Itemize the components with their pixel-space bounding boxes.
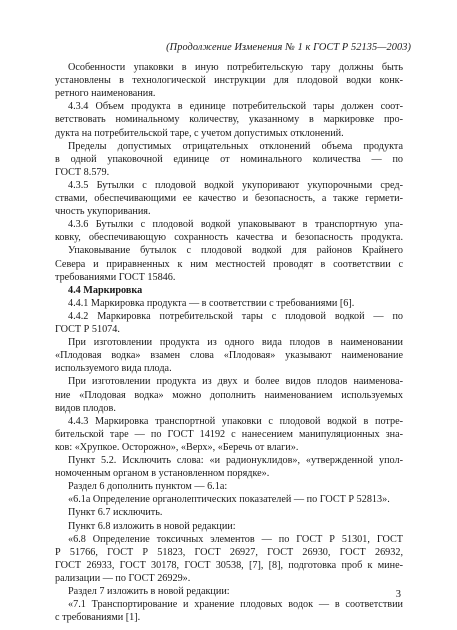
text-line: требованиями ГОСТ 15846.	[55, 271, 176, 283]
text-line: Пределы допустимых отрицательных отклонений объема продукта	[68, 140, 403, 152]
text-line: ковку, обеспечивающую сохранность качества и безопасность продукта.	[55, 232, 403, 244]
text-line: При изготовлении продукта из одного вида плодов в наименовании	[68, 337, 403, 349]
text-line: в одной упаковочной единице от номинального количества — по	[55, 153, 403, 165]
text-line: Раздел 6 дополнить пунктом — 6.1а:	[68, 481, 228, 493]
text-line: ГОСТ 26933, ГОСТ 30178, ГОСТ 30538, [7], [8], подготовка проб к мине-	[55, 559, 403, 571]
text-line: Пункт 5.2. Исключить слова: «и радионуклидов», «утвержденной упол-	[68, 455, 403, 466]
text-line: При изготовлении продукта из двух и более видов плодов наименова-	[68, 376, 403, 388]
text-line: номоченным органом в установленном порядке».	[55, 468, 270, 480]
text-line: «6.1а Определение органолептических показателей — по ГОСТ Р 52813».	[68, 494, 390, 506]
text-line: ГОСТ 8.579.	[55, 166, 110, 178]
text-line: 4.3.6 Бутылки с плодовой водкой упаковывают в транспортную упа-	[68, 219, 403, 231]
text-line: ков: «Хрупкое. Осторожно», «Верх», «Беречь от влаги».	[55, 441, 299, 453]
text-line: ние «Плодовая водка» можно дополнить наименованием используемых	[55, 389, 403, 401]
text-line: рализации — по ГОСТ 26929».	[55, 572, 191, 584]
text-line: установлены в технологической инструкции для плодовой водки конк-	[55, 75, 403, 87]
text-line: Севера и приравненных к ним местностей проводят в соответствии с	[55, 258, 403, 270]
text-line: «Плодовая водка» взамен слова «Плодовая» указывают наименование	[55, 350, 403, 362]
text-line: «6.8 Определение токсичных элементов — по ГОСТ Р 51301, ГОСТ	[68, 533, 403, 545]
text-line: с требованиями [1].	[55, 612, 141, 624]
text-line: чность укупоривания.	[55, 206, 151, 218]
text-line: видов плодов.	[55, 402, 116, 414]
text-line: Особенности упаковки в иную потребительскую тару должны быть	[68, 62, 403, 73]
text-line: 4.4.1 Маркировка продукта — в соответствии с требованиями [6].	[68, 297, 355, 309]
text-line: Упаковывание бутылок с плодовой водкой для районов Крайнего	[68, 245, 403, 257]
text-line: 4.3.5 Бутылки с плодовой водкой укупоривают укупорочными сред-	[68, 179, 403, 191]
page-number: 3	[395, 589, 401, 600]
text-line: ретного наименования.	[55, 88, 156, 100]
page-header: (Продолжение Изменения № 1 к ГОСТ Р 52135—2003)	[166, 42, 411, 53]
text-line: Р 51766, ГОСТ Р 51823, ГОСТ 26927, ГОСТ 26930, ГОСТ 26932,	[55, 546, 403, 558]
text-line: бительской таре — по ГОСТ 14192 с нанесением манипуляционных зна-	[55, 428, 403, 440]
text-line: Пункт 6.8 изложить в новой редакции:	[68, 520, 236, 532]
text-line: используемого вида плода.	[55, 363, 172, 375]
section-heading: 4.4 Маркировка	[68, 284, 143, 296]
text-line: ГОСТ Р 51074.	[55, 324, 120, 335]
text-line: 4.4.2 Маркировка потребительской тары с плодовой водкой — по	[68, 310, 403, 322]
text-line: Раздел 7 изложить в новой редакции:	[68, 586, 230, 597]
text-line: дукта на потребительской таре, с учетом допустимых отклонений.	[55, 127, 344, 139]
text-line: Пункт 6.7 исключить.	[68, 507, 163, 519]
text-line: ствами, обеспечивающими ее качество и безопасность, а также гермети-	[55, 193, 403, 204]
text-line: «7.1 Транспортирование и хранение плодовых водок — в соответствии	[68, 599, 403, 611]
text-line: 4.3.4 Объем продукта в единице потребительской тары должен соот-	[68, 101, 403, 113]
text-line: ветствовать номинальному количеству, указанному в маркировке про-	[55, 114, 403, 126]
text-line: 4.4.3 Маркировка транспортной упаковки с плодовой водкой в потре-	[68, 415, 403, 427]
